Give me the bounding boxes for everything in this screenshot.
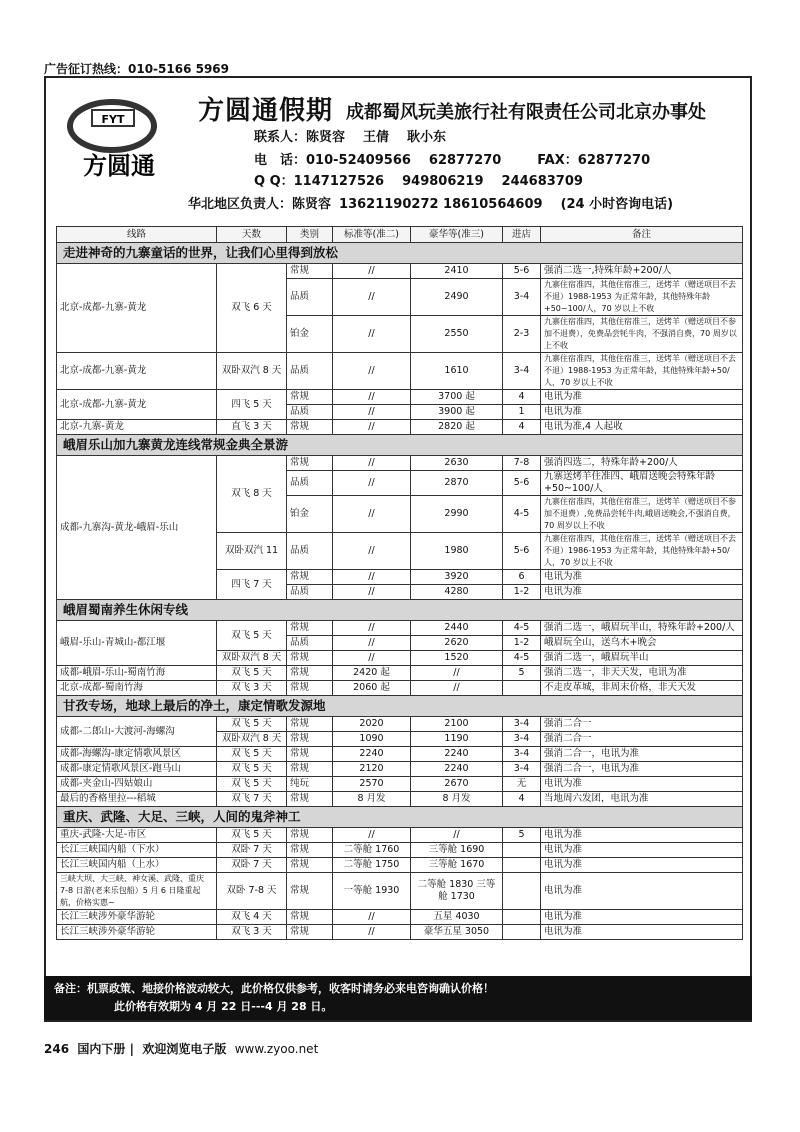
remark-cell: 九寨住宿准四，其他住宿准三，送烤羊（赠送项目不去不退）1988-1953 为正常年龄，其他特殊年龄+50~100/人，70 岁以上不收 (541, 279, 743, 316)
category-cell: 常规 (287, 873, 333, 910)
standard-price-cell: 8 月发 (333, 792, 411, 807)
remark-cell: 峨眉玩全山，送乌木+晚会 (541, 636, 743, 651)
column-header: 线路 (57, 227, 217, 243)
remark-cell: 电讯为准 (541, 585, 743, 600)
days-cell: 双飞 3 天 (217, 925, 287, 940)
deluxe-price-cell: 2620 (411, 636, 503, 651)
table-row (57, 666, 743, 681)
route-cell: 重庆-武隆-大足-市区 (57, 828, 217, 843)
standard-price-cell: // (333, 471, 411, 496)
standard-price-cell: 2020 (333, 717, 411, 732)
section-header-row (57, 243, 743, 264)
route-cell: 北京-成都-蜀南竹海 (57, 681, 217, 696)
route-cell: 北京-成都-九寨-黄龙 (57, 353, 217, 390)
category-cell: 品质 (287, 533, 333, 570)
table-row (57, 777, 743, 792)
standard-price-cell: // (333, 279, 411, 316)
page-number: 246 (44, 1042, 70, 1056)
north-manager-line (188, 193, 673, 212)
shops-cell: 6 (503, 570, 541, 585)
days-cell: 双飞 7 天 (217, 792, 287, 807)
category-cell: 铂金 (287, 316, 333, 353)
remark-cell: 电讯为准,4 人起收 (541, 420, 743, 435)
table-row (57, 792, 743, 807)
route-cell: 成都-九寨沟-黄龙-峨眉-乐山 (57, 456, 217, 600)
category-cell: 品质 (287, 353, 333, 390)
deluxe-price-cell: 2490 (411, 279, 503, 316)
company-logo (58, 98, 180, 180)
standard-price-cell: // (333, 420, 411, 435)
category-cell: 常规 (287, 762, 333, 777)
shops-cell: 4-5 (503, 621, 541, 636)
north-name: 陈贤容 (292, 197, 332, 212)
remark-cell: 电讯为准 (541, 405, 743, 420)
category-cell: 纯玩 (287, 777, 333, 792)
deluxe-price-cell: 2870 (411, 471, 503, 496)
category-cell: 常规 (287, 264, 333, 279)
remark-cell: 电讯为准 (541, 828, 743, 843)
deluxe-price-cell: 豪华五星 3050 (411, 925, 503, 940)
column-header: 备注 (541, 227, 743, 243)
shops-cell: 5 (503, 666, 541, 681)
shops-cell: 3-4 (503, 762, 541, 777)
category-cell: 常规 (287, 651, 333, 666)
remark-cell: 电讯为准 (541, 777, 743, 792)
remark-cell: 强消二合一，电讯为准 (541, 762, 743, 777)
shops-cell: 无 (503, 777, 541, 792)
category-cell: 品质 (287, 471, 333, 496)
deluxe-price-cell: 2240 (411, 762, 503, 777)
deluxe-price-cell: 五星 4030 (411, 910, 503, 925)
category-cell: 常规 (287, 717, 333, 732)
section-header-row (57, 807, 743, 828)
route-cell: 北京-九寨-黄龙 (57, 420, 217, 435)
days-cell: 双飞 5 天 (217, 717, 287, 732)
shops-cell (503, 873, 541, 910)
remark-cell: 不走皮革城，非周末价格，非天天发 (541, 681, 743, 696)
route-cell: 长江三峡国内船（下水） (57, 843, 217, 858)
category-cell: 常规 (287, 747, 333, 762)
phone-number: 62877270 (428, 153, 502, 168)
deluxe-price-cell: // (411, 666, 503, 681)
fax-label: FAX： (537, 153, 578, 168)
standard-price-cell: // (333, 390, 411, 405)
phone-line (254, 149, 650, 168)
table-row (57, 264, 743, 279)
standard-price-cell: // (333, 353, 411, 390)
category-cell: 常规 (287, 732, 333, 747)
deluxe-price-cell: 2100 (411, 717, 503, 732)
remark-cell: 强消二选一，非天天发，电讯为准 (541, 666, 743, 681)
company-name: 成都蜀风玩美旅行社有限责任公司北京办事处 (346, 102, 706, 123)
north-note: (24 小时咨询电话) (560, 197, 674, 212)
shops-cell (503, 681, 541, 696)
route-cell: 北京-成都-九寨-黄龙 (57, 264, 217, 353)
remark-cell: 电讯为准 (541, 390, 743, 405)
standard-price-cell: 2570 (333, 777, 411, 792)
shops-cell: 4 (503, 420, 541, 435)
deluxe-price-cell: 2240 (411, 747, 503, 762)
days-cell: 双飞 3 天 (217, 681, 287, 696)
route-cell: 长江三峡国内船（上水） (57, 858, 217, 873)
section-title: 甘孜专场，地球上最后的净土，康定情歌发源地 (57, 696, 743, 717)
page-footer: 246 国内下册 | 欢迎浏览电子版 www.zyoo.net (44, 1042, 319, 1056)
standard-price-cell: // (333, 316, 411, 353)
column-header: 天数 (217, 227, 287, 243)
category-cell: 常规 (287, 456, 333, 471)
deluxe-price-cell: 3900 起 (411, 405, 503, 420)
section-header-row (57, 600, 743, 621)
deluxe-price-cell: 3700 起 (411, 390, 503, 405)
category-cell: 品质 (287, 636, 333, 651)
validity-line: 此价格有效期为 4 月 22 日---4 月 28 日。 (114, 1000, 333, 1013)
contact-name: 陈贤容 (306, 130, 346, 145)
contact-name: 耿小东 (407, 130, 447, 145)
category-cell: 品质 (287, 405, 333, 420)
table-row (57, 762, 743, 777)
remark-cell: 强消二选一，峨眉玩半山 (541, 651, 743, 666)
remark-cell: 电讯为准 (541, 843, 743, 858)
route-cell: 成都-二郎山-大渡河-海螺沟 (57, 717, 217, 747)
shops-cell: 3-4 (503, 747, 541, 762)
deluxe-price-cell: 二等舱 1830 三等舱 1730 (411, 873, 503, 910)
deluxe-price-cell: 2630 (411, 456, 503, 471)
deluxe-price-cell: 2440 (411, 621, 503, 636)
shops-cell: 2-3 (503, 316, 541, 353)
qq-line (254, 170, 583, 189)
section-title: 重庆、武隆、大足、三峡，人间的鬼斧神工 (57, 807, 743, 828)
deluxe-price-cell: 1980 (411, 533, 503, 570)
deluxe-price-cell: 4280 (411, 585, 503, 600)
shops-cell: 1 (503, 405, 541, 420)
route-cell: 成都-海螺沟-康定情歌风景区 (57, 747, 217, 762)
section-name: 国内下册 (77, 1042, 126, 1056)
days-cell: 双飞 5 天 (217, 666, 287, 681)
shops-cell: 4 (503, 792, 541, 807)
standard-price-cell: // (333, 496, 411, 533)
category-cell: 品质 (287, 279, 333, 316)
table-row (57, 717, 743, 732)
shops-cell (503, 858, 541, 873)
days-cell: 双飞 5 天 (217, 828, 287, 843)
shops-cell: 3-4 (503, 353, 541, 390)
footer-url: www.zyoo.net (234, 1042, 319, 1056)
price-note-line: 备注：机票政策、地接价格波动较大，此价格仅供参考，收客时请务必来电咨询确认价格！ (54, 982, 494, 995)
route-cell: 最后的香格里拉---稻城 (57, 792, 217, 807)
section-header-row (57, 696, 743, 717)
remark-cell: 强消二合一，电讯为准 (541, 747, 743, 762)
standard-price-cell: // (333, 405, 411, 420)
table-row (57, 910, 743, 925)
north-label: 华北地区负责人： (188, 197, 293, 212)
deluxe-price-cell: 2820 起 (411, 420, 503, 435)
shops-cell: 3-4 (503, 279, 541, 316)
standard-price-cell: // (333, 636, 411, 651)
standard-price-cell: // (333, 925, 411, 940)
days-cell: 双卧 7-8 天 (217, 873, 287, 910)
table-row (57, 621, 743, 636)
standard-price-cell: 2060 起 (333, 681, 411, 696)
shops-cell: 1-2 (503, 636, 541, 651)
table-row (57, 681, 743, 696)
standard-price-cell: 二等舱 1750 (333, 858, 411, 873)
standard-price-cell: // (333, 910, 411, 925)
standard-price-cell: 1090 (333, 732, 411, 747)
shops-cell: 5 (503, 828, 541, 843)
north-phones: 13621190272 18610564609 (339, 197, 543, 212)
category-cell: 常规 (287, 681, 333, 696)
table-row (57, 873, 743, 910)
category-cell: 常规 (287, 828, 333, 843)
deluxe-price-cell: 3920 (411, 570, 503, 585)
shops-cell: 5-6 (503, 471, 541, 496)
column-header: 标准等(准二) (333, 227, 411, 243)
deluxe-price-cell: 8 月发 (411, 792, 503, 807)
qq-label: Q Q： (254, 174, 294, 189)
days-cell: 双卧 7 天 (217, 858, 287, 873)
days-cell: 四飞 7 天 (217, 570, 287, 600)
shops-cell (503, 925, 541, 940)
remark-cell: 强消二合一 (541, 717, 743, 732)
deluxe-price-cell: 2990 (411, 496, 503, 533)
section-title: 峨眉蜀南养生休闲专线 (57, 600, 743, 621)
standard-price-cell: // (333, 264, 411, 279)
deluxe-price-cell: 三等舱 1670 (411, 858, 503, 873)
standard-price-cell: // (333, 828, 411, 843)
shops-cell: 3-4 (503, 732, 541, 747)
route-cell: 峨眉-乐山-青城山-都江堰 (57, 621, 217, 666)
remark-cell: 强消二选一，峨眉玩半山，特殊年龄+200/人 (541, 621, 743, 636)
table-header-row (57, 227, 743, 243)
phone-label: 电 话： (254, 153, 307, 168)
table-row (57, 843, 743, 858)
remark-cell: 九寨住宿准四，其他住宿准三，送烤羊（赠送项目不去不退）1988-1953 为正常年龄，其他特殊年龄+50/人，70 岁以上不收 (541, 353, 743, 390)
standard-price-cell: // (333, 621, 411, 636)
category-cell: 常规 (287, 792, 333, 807)
days-cell: 直飞 3 天 (217, 420, 287, 435)
table-row (57, 353, 743, 390)
days-cell: 双飞 5 天 (217, 762, 287, 777)
qq-number: 244683709 (501, 174, 583, 189)
remark-cell: 当地周六发团，电讯为准 (541, 792, 743, 807)
shops-cell: 4-5 (503, 651, 541, 666)
phone-number: 010-52409566 (306, 153, 411, 168)
fax-number: 62877270 (577, 153, 651, 168)
remark-cell: 强消四选二，特殊年龄+200/人 (541, 456, 743, 471)
days-cell: 双卧双汽 11 (217, 533, 287, 570)
days-cell: 双飞 4 天 (217, 910, 287, 925)
category-cell: 铂金 (287, 496, 333, 533)
route-cell: 长江三峡涉外豪华游轮 (57, 910, 217, 925)
deluxe-price-cell: 2410 (411, 264, 503, 279)
logo-name: 方圆通 (83, 151, 155, 180)
table-row (57, 390, 743, 405)
section-header-row (57, 435, 743, 456)
days-cell: 双飞 8 天 (217, 456, 287, 533)
category-cell: 常规 (287, 390, 333, 405)
shops-cell: 4-5 (503, 496, 541, 533)
category-cell: 常规 (287, 843, 333, 858)
remark-cell: 电讯为准 (541, 858, 743, 873)
remark-cell: 强消二合一 (541, 732, 743, 747)
days-cell: 双卧双汽 8 天 (217, 732, 287, 747)
section-title: 峨眉乐山加九寨黄龙连线常规金典全景游 (57, 435, 743, 456)
shops-cell: 7-8 (503, 456, 541, 471)
standard-price-cell: // (333, 456, 411, 471)
deluxe-price-cell: // (411, 828, 503, 843)
shops-cell: 1-2 (503, 585, 541, 600)
footer-slogan: 欢迎浏览电子版 (142, 1042, 227, 1056)
contact-name: 王倩 (363, 130, 390, 145)
days-cell: 双卧双汽 8 天 (217, 353, 287, 390)
remark-cell: 九寨住宿准四，其他住宿准三，送烤羊（赠送项目不去不退）1986-1953 为正常年龄，其他特殊年龄+50/人，70 岁以上不收 (541, 533, 743, 570)
route-cell: 成都-康定情歌风景区-跑马山 (57, 762, 217, 777)
remark-cell: 电讯为准 (541, 910, 743, 925)
standard-price-cell: // (333, 570, 411, 585)
route-cell: 长江三峡涉外豪华游轮 (57, 925, 217, 940)
route-cell: 成都-峨眉-乐山-蜀南竹海 (57, 666, 217, 681)
deluxe-price-cell: 1610 (411, 353, 503, 390)
standard-price-cell: // (333, 533, 411, 570)
column-header: 豪华等(准三) (411, 227, 503, 243)
table-row (57, 420, 743, 435)
price-note-box (44, 976, 752, 1020)
table-row (57, 925, 743, 940)
qq-number: 1147127526 (293, 174, 385, 189)
standard-price-cell: 2420 起 (333, 666, 411, 681)
remark-cell: 强消二选一,特殊年龄+200/人 (541, 264, 743, 279)
category-cell: 常规 (287, 666, 333, 681)
category-cell: 常规 (287, 621, 333, 636)
ad-hotline: 广告征订热线：010-5166 5969 (44, 62, 230, 76)
days-cell: 双飞 6 天 (217, 264, 287, 353)
shops-cell: 3-4 (503, 717, 541, 732)
table-row (57, 456, 743, 471)
deluxe-price-cell: 1190 (411, 732, 503, 747)
category-cell: 常规 (287, 570, 333, 585)
remark-cell: 电讯为准 (541, 570, 743, 585)
deluxe-price-cell: 1520 (411, 651, 503, 666)
category-cell: 常规 (287, 910, 333, 925)
table-row (57, 747, 743, 762)
qq-number: 949806219 (402, 174, 484, 189)
section-title: 走进神奇的九寨童话的世界，让我们心里得到放松 (57, 243, 743, 264)
standard-price-cell: 二等舱 1760 (333, 843, 411, 858)
table-row (57, 858, 743, 873)
shops-cell (503, 843, 541, 858)
logo-abbrev: FYT (101, 113, 125, 126)
shops-cell: 5-6 (503, 264, 541, 279)
category-cell: 常规 (287, 858, 333, 873)
remark-cell: 九寨送烤羊住准四、峨眉送晚会特殊年龄+50~100/人 (541, 471, 743, 496)
remark-cell: 电讯为准 (541, 873, 743, 910)
deluxe-price-cell: // (411, 681, 503, 696)
contacts-line (254, 126, 446, 145)
days-cell: 四飞 5 天 (217, 390, 287, 420)
route-price-table (56, 226, 743, 940)
remark-cell: 电讯为准 (541, 925, 743, 940)
standard-price-cell: 2120 (333, 762, 411, 777)
days-cell: 双卧 7 天 (217, 843, 287, 858)
route-cell: 成都-夹金山-四姑娘山 (57, 777, 217, 792)
category-cell: 品质 (287, 585, 333, 600)
route-cell: 三峡大坝、大三峡、神女溪、武隆、重庆 7-8 日游(老来乐包船）5 月 6 日隆重起航，价格实惠~ (57, 873, 217, 910)
deluxe-price-cell: 三等舱 1690 (411, 843, 503, 858)
column-header: 类别 (287, 227, 333, 243)
standard-price-cell: // (333, 651, 411, 666)
remark-cell: 九寨住宿准四，其他住宿准三，送烤羊（赠送项目不参加不退费）,免费品尝牦牛肉,峨眉送晚会,不强消自费，70 周岁以上不收 (541, 496, 743, 533)
standard-price-cell: 2240 (333, 747, 411, 762)
deluxe-price-cell: 2670 (411, 777, 503, 792)
category-cell: 常规 (287, 925, 333, 940)
table-row (57, 828, 743, 843)
column-header: 进店 (503, 227, 541, 243)
standard-price-cell: 一等舱 1930 (333, 873, 411, 910)
shops-cell: 4 (503, 390, 541, 405)
days-cell: 双飞 5 天 (217, 621, 287, 651)
days-cell: 双卧双汽 8 天 (217, 651, 287, 666)
contacts-label: 联系人： (254, 130, 307, 145)
shops-cell (503, 910, 541, 925)
shops-cell: 5-6 (503, 533, 541, 570)
route-cell: 北京-成都-九寨-黄龙 (57, 390, 217, 420)
standard-price-cell: // (333, 585, 411, 600)
days-cell: 双飞 5 天 (217, 777, 287, 792)
remark-cell: 九寨住宿准四，其他住宿准三，送烤羊（赠送项目不参加不退费），免费品尝牦牛肉，不强消自费，70 周岁以上不收 (541, 316, 743, 353)
days-cell: 双飞 5 天 (217, 747, 287, 762)
deluxe-price-cell: 2550 (411, 316, 503, 353)
brand-title: 方圆通假期 (198, 96, 334, 126)
category-cell: 常规 (287, 420, 333, 435)
